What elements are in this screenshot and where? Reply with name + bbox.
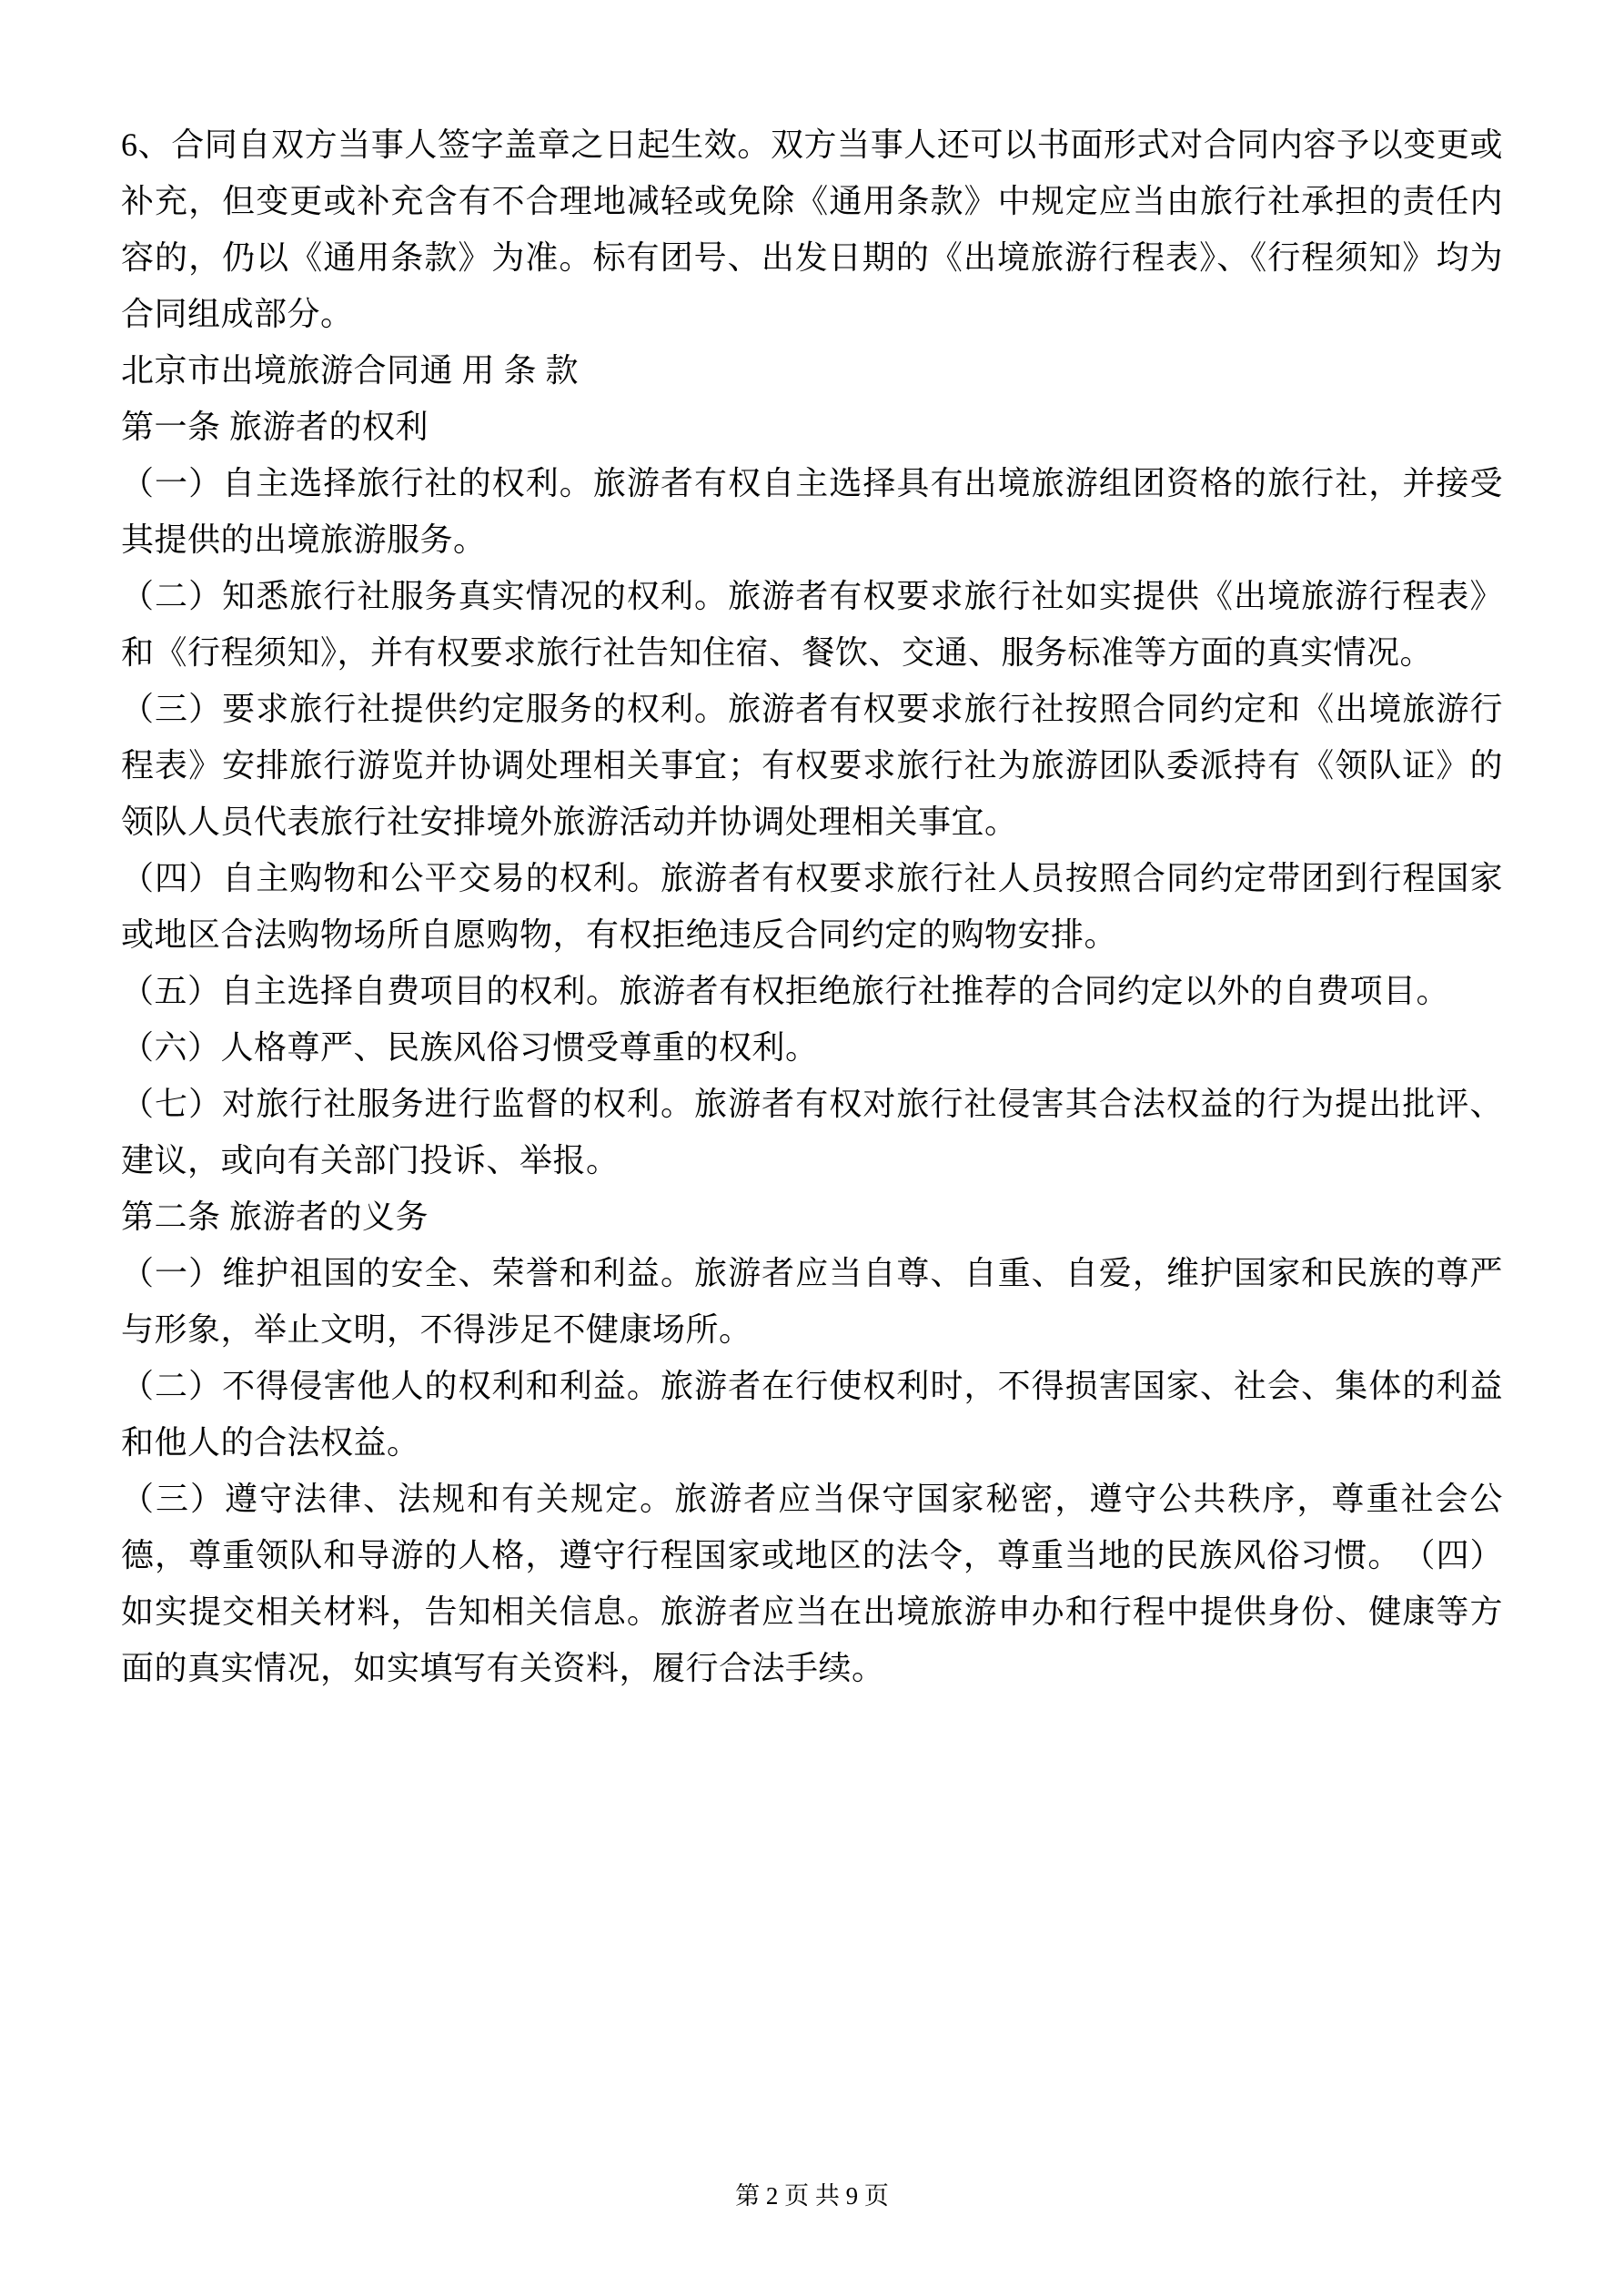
- article-1-item-1: （一）自主选择旅行社的权利。旅游者有权自主选择具有出境旅游组团资格的旅行社，并接受其提供的出境旅游服务。: [121, 465, 1503, 558]
- article-2-item-1: （一）维护祖国的安全、荣誉和利益。旅游者应当自尊、自重、自爱，维护国家和民族的尊严与形象，举止文明，不得涉足不健康场所。: [121, 1255, 1503, 1348]
- article-1-item-4: （四）自主购物和公平交易的权利。旅游者有权要求旅行社人员按照合同约定带团到行程国家或地区合法购物场所自愿购物，有权拒绝违反合同约定的购物安排。: [121, 860, 1503, 953]
- document-body: [121, 116, 1503, 1696]
- article-2-items-3-4: （三）遵守法律、法规和有关规定。旅游者应当保守国家秘密，遵守公共秩序，尊重社会公德，尊重领队和导游的人格，遵守行程国家或地区的法令，尊重当地的民族风俗习惯。 （四）如实提交相关材料，告知相关信息。旅游者应当在出境旅游申办和行程中提供身份、健康等方面的真实情况，如实填写有关资料，履行合法手续。: [121, 1481, 1503, 1686]
- article-2-heading: 第二条 旅游者的义务: [121, 1199, 429, 1235]
- clause-6-paragraph: 6、合同自双方当事人签字盖章之日起生效。双方当事人还可以书面形式对合同内容予以变更或补充，但变更或补充含有不合理地减轻或免除《通用条款》中规定应当由旅行社承担的责任内容的，仍以《通用条款》为准。标有团号、出发日期的《出境旅游行程表》、《行程须知》均为合同组成部分。: [121, 126, 1503, 332]
- article-1-item-5: （五）自主选择自费项目的权利。旅游者有权拒绝旅行社推荐的合同约定以外的自费项目。: [121, 973, 1450, 1009]
- article-1-item-2: （二）知悉旅行社服务真实情况的权利。旅游者有权要求旅行社如实提供《出境旅游行程表》和《行程须知》，并有权要求旅行社告知住宿、餐饮、交通、服务标准等方面的真实情况。: [121, 578, 1503, 671]
- page-number-footer: 第 2 页 共 9 页: [735, 2182, 889, 2210]
- article-2-item-2: （二）不得侵害他人的权利和利益。旅游者在行使权利时，不得损害国家、社会、集体的利益和他人的合法权益。: [121, 1368, 1503, 1461]
- article-1-item-7: （七）对旅行社服务进行监督的权利。旅游者有权对旅行社侵害其合法权益的行为提出批评、建议，或向有关部门投诉、举报。: [121, 1086, 1503, 1178]
- general-terms-title: 北京市出境旅游合同通 用 条 款: [121, 352, 580, 389]
- article-1-item-3: （三）要求旅行社提供约定服务的权利。旅游者有权要求旅行社按照合同约定和《出境旅游行程表》安排旅行游览并协调处理相关事宜；有权要求旅行社为旅游团队委派持有《领队证》的领队人员代表旅行社安排境外旅游活动并协调处理相关事宜。: [121, 691, 1503, 840]
- article-1-heading: 第一条 旅游者的权利: [121, 409, 429, 445]
- article-1-item-6: （六）人格尊严、民族风俗习惯受尊重的权利。: [121, 1029, 819, 1066]
